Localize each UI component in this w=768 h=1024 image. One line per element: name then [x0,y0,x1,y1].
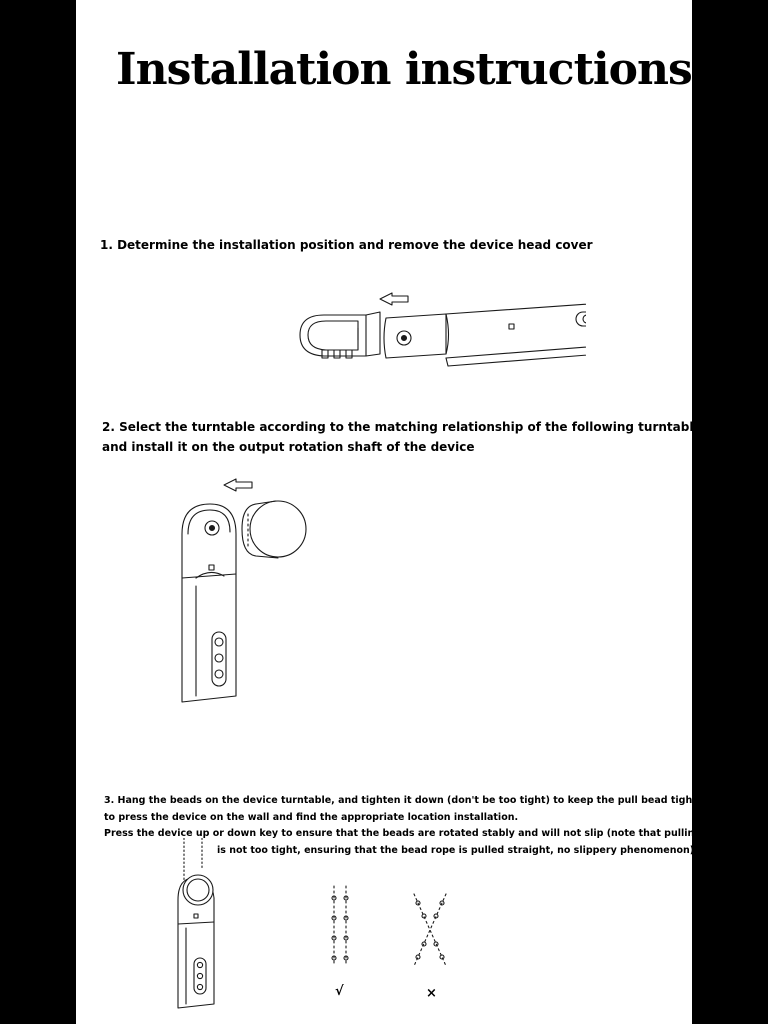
step-2-illustration [176,474,316,710]
wrong-mark: × [426,986,437,1001]
device-body-illustration [178,875,214,1008]
arrow-left-icon [380,293,408,305]
step-3-device-illustration [174,838,234,1010]
step-3-line-4: is not too tight, ensuring that the bead rope is pulled straight, no slippery phenomenon) [217,844,695,856]
turntable-illustration [242,501,306,558]
device-body-illustration [384,300,586,366]
bead-chain-illustration [184,838,202,880]
step-1-text: 1. Determine the installation position and remove the device head cover [100,238,593,252]
head-cover-illustration [300,312,380,358]
bead-chain-correct-illustration [328,884,352,968]
bead-chain-illustration [414,894,446,966]
correct-mark: √ [335,984,344,999]
step-2-text [102,417,757,457]
device-body-illustration [182,504,236,702]
step-3-line-3: Press the device up or down key to ensure that the beads are rotated stably and will not slip (note that pulling beads [104,828,737,839]
step-3-line-2: to press the device on the wall and find the appropriate location installation. [104,811,519,823]
bead-chain-illustration [332,886,348,966]
step-2-line-2: and install it on the output rotation shaft of the device [102,440,475,454]
instruction-page [76,0,757,1024]
step-2-line-1: 2. Select the turntable according to the matching relationship of the following turntable-La Zhu, [102,420,757,434]
step-1-illustration [296,290,586,375]
bead-chain-wrong-illustration [410,890,450,970]
step-3-line-1: 3. Hang the beads on the device turntable, and tighten it down (don't be too tight) to keep the pull bead tightened [104,795,724,806]
page-title: Installation instructions [116,44,692,95]
arrow-left-icon [224,479,252,491]
